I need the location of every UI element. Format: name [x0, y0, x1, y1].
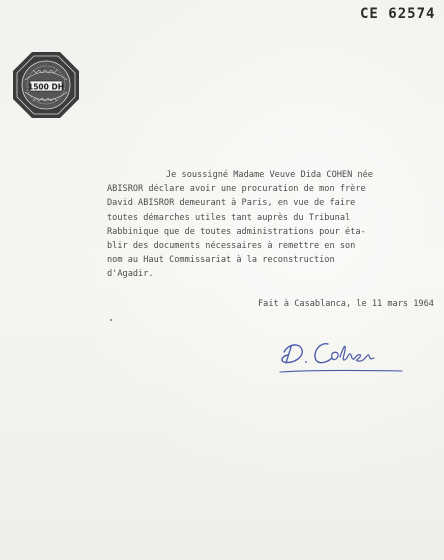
letter-line: nom au Haut Commissariat à la reconstruction: [107, 255, 335, 266]
paper-speck: [110, 319, 112, 321]
stamp-label: 1500 DH: [28, 82, 64, 92]
letter-line: David ABISROR demeurant à Paris, en vue de faire: [107, 198, 356, 209]
handwritten-signature: [270, 330, 410, 378]
place-and-date: Fait à Casablanca, le 11 mars 1964: [258, 299, 434, 309]
letter-line: blir des documents nécessaires à remettre en son: [107, 241, 356, 252]
letter-line: Je soussigné Madame Veuve Dida COHEN née: [166, 170, 373, 180]
fiscal-stamp-icon: [11, 50, 81, 120]
letter-line: toutes démarches utiles tant auprès du Tribunal: [107, 212, 351, 223]
reference-number: CE 62574: [360, 6, 436, 22]
letter-line: ABISROR déclare avoir une procuration de mon frère: [107, 184, 366, 195]
letter-line: d'Agadir.: [107, 269, 154, 280]
letter-body: [107, 168, 407, 282]
letter-line: Rabbinique que de toutes administrations pour éta-: [107, 226, 366, 237]
